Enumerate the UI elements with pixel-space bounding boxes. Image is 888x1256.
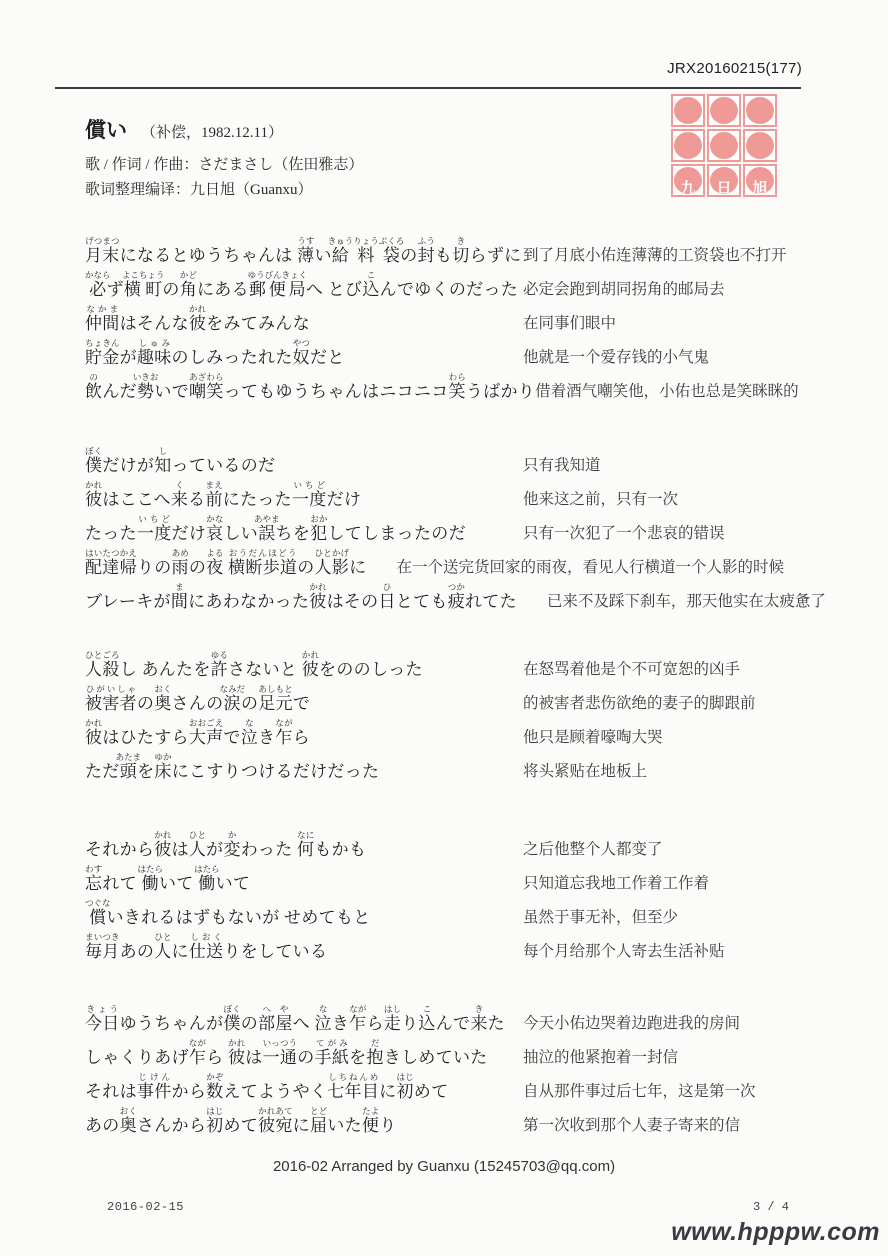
stanza-3 xyxy=(85,646,855,782)
lyric-chinese-translation: 到了月底小佑连薄薄的工资袋也不打开 xyxy=(523,247,787,264)
lyric-line xyxy=(85,1102,855,1136)
lyric-chinese-translation: 将头紧贴在地板上 xyxy=(523,763,648,780)
lyric-japanese: 配達帰はいたつかえりの雨あめの夜よる 横断歩道おうだんほどうの人影ひとかげに xyxy=(85,548,367,577)
lyric-japanese: 忘わすれて 働はたらいて 働はたらいて xyxy=(85,864,251,893)
logo-cell xyxy=(707,129,741,162)
logo-character: 日 xyxy=(716,180,732,197)
lyric-japanese: 飲のんだ勢いきおいで嘲笑あざわらってもゆうちゃんはニコニコ笑わらうばかり xyxy=(85,372,536,401)
logo-circle-icon xyxy=(674,132,702,159)
lyric-line xyxy=(85,748,855,782)
lyric-line xyxy=(85,1068,855,1102)
document-code: JRX20160215(177) xyxy=(667,60,802,77)
logo-circle-icon xyxy=(746,97,774,124)
logo-character: 旭 xyxy=(752,180,768,197)
song-title: 償い xyxy=(85,118,127,142)
lyric-japanese: しゃくりあげ乍ながら 彼かれは一通いっつうの手紙てがみを抱だきしめていた xyxy=(85,1038,488,1067)
lyric-japanese: 仲間なかまはそんな彼かれをみてみんな xyxy=(85,304,310,333)
title-block xyxy=(85,114,363,203)
logo-cell xyxy=(671,164,705,197)
title-row xyxy=(85,114,363,144)
lyric-line xyxy=(85,860,855,894)
lyric-chinese-translation: 他来这之前，只有一次 xyxy=(523,491,679,508)
stanza-4 xyxy=(85,826,855,962)
lyric-line xyxy=(85,646,855,680)
logo-cell xyxy=(707,94,741,127)
lyric-line xyxy=(85,544,855,578)
lyric-chinese-translation: 他就是一个爱存钱的小气鬼 xyxy=(523,349,710,366)
lyric-line xyxy=(85,680,855,714)
logo-circle-icon xyxy=(710,132,738,159)
logo-cell xyxy=(671,129,705,162)
song-subtitle: （补偿，1982.12.11） xyxy=(141,125,283,141)
logo-cell xyxy=(671,94,705,127)
lyric-line xyxy=(85,928,855,962)
lyric-chinese-translation: 自从那件事过后七年，这是第一次 xyxy=(523,1083,756,1100)
lyric-chinese-translation: 今天小佑边哭着边跑进我的房间 xyxy=(523,1015,741,1032)
lyrics xyxy=(85,232,855,1136)
lyric-line xyxy=(85,1000,855,1034)
lyric-chinese-translation: 在一个送完货回家的雨夜，看见人行横道一个人影的时候 xyxy=(396,559,784,576)
lyric-line xyxy=(85,232,855,266)
lyric-japanese: それから彼かれは人ひとが変かわった 何なにもかも xyxy=(85,830,367,859)
logo-circle-icon xyxy=(746,132,774,159)
logo-cell xyxy=(707,164,741,197)
stanza-2 xyxy=(85,442,855,612)
lyric-chinese-translation: 只有一次犯了一个悲哀的错误 xyxy=(523,525,725,542)
lyric-japanese: 貯金ちょきんが趣味しゅみのしみったれた奴やつだと xyxy=(85,338,345,367)
lyric-line xyxy=(85,476,855,510)
lyric-chinese-translation: 借着酒气嘲笑他，小佑也总是笑眯眯的 xyxy=(535,383,799,400)
lyric-japanese: あの奥おくさんから初はじめて彼宛かれあてに届とどいた便たより xyxy=(85,1106,397,1135)
lyric-japanese: 毎月まいつきあの人ひとに仕送しおくりをしている xyxy=(85,932,328,961)
lyric-chinese-translation: 只知道忘我地工作着工作着 xyxy=(523,875,710,892)
footer-date: 2016-02-15 xyxy=(107,1200,185,1214)
lyric-japanese: たった一度いちどだけ哀かなしい誤あやまちを犯おかしてしまったのだ xyxy=(85,514,466,543)
lyric-japanese: 人殺ひとごろし あんたを許ゆるさないと 彼かれをののしった xyxy=(85,650,423,679)
lyric-chinese-translation: 抽泣的他紧抱着一封信 xyxy=(523,1049,679,1066)
lyric-line xyxy=(85,894,855,928)
logo-character: 九 xyxy=(680,180,696,197)
lyric-chinese-translation: 在同事们眼中 xyxy=(523,315,617,332)
logo-circle-icon xyxy=(674,97,702,124)
lyric-japanese: 必かならず横町よこちょうの角かどにある郵便局ゆうびんきょくへ とび込こんでゆくのだった xyxy=(85,270,519,299)
lyric-chinese-translation: 每个月给那个人寄去生活补贴 xyxy=(523,943,725,960)
publisher-logo xyxy=(671,94,777,197)
lyric-chinese-translation: 他只是顾着嚎啕大哭 xyxy=(523,729,663,746)
page-number: 3 / 4 xyxy=(753,1200,790,1214)
lyric-line xyxy=(85,826,855,860)
lyric-chinese-translation: 虽然于事无补，但至少 xyxy=(523,909,679,926)
credit-composer: 歌 / 作词 / 作曲：さだまさし（佐田雅志） xyxy=(85,157,364,173)
lyric-line xyxy=(85,442,855,476)
lyric-line xyxy=(85,1034,855,1068)
lyric-chinese-translation: 已来不及踩下刹车，那天他实在太疲惫了 xyxy=(546,593,826,610)
lyric-japanese: それは事件じけんから数かぞえてようやく七年目しちねんめに初はじめて xyxy=(85,1072,449,1101)
lyric-japanese: 月末げつまつになるとゆうちゃんは 薄うすい給料袋きゅうりょうぶくろの封ふうも切きらずに xyxy=(85,236,522,265)
lyric-chinese-translation: 在怒骂着他是个不可宽恕的凶手 xyxy=(523,661,741,678)
lyric-line xyxy=(85,368,855,402)
lyric-line xyxy=(85,714,855,748)
stanza-5 xyxy=(85,1000,855,1136)
logo-cell xyxy=(743,129,777,162)
header-divider xyxy=(55,87,801,89)
credits xyxy=(85,153,363,203)
lyric-chinese-translation: 第一次收到那个人妻子寄来的信 xyxy=(523,1117,741,1134)
lyric-japanese: 彼かれはここへ来くる前まえにたった一度いちどだけ xyxy=(85,480,362,509)
site-watermark: www.hpppw.com xyxy=(671,1218,880,1246)
lyric-chinese-translation: 之后他整个人都变了 xyxy=(523,841,663,858)
lyric-line xyxy=(85,266,855,300)
lyric-japanese: 彼かれはひたすら大声おおごえで泣なき乍ながら xyxy=(85,718,310,747)
lyric-chinese-translation: 只有我知道 xyxy=(523,457,601,474)
lyric-japanese: 被害者ひがいしゃの奥おくさんの涙なみだの足元あしもとで xyxy=(85,684,311,713)
stanza-1 xyxy=(85,232,855,402)
lyric-line xyxy=(85,300,855,334)
lyric-japanese: 償つぐないきれるはずもないが せめてもと xyxy=(85,898,371,927)
lyric-line xyxy=(85,578,855,612)
lyric-japanese: ブレーキが間まにあわなかった彼かれはその日ひとても疲つかれてた xyxy=(85,582,517,611)
logo-cell xyxy=(743,94,777,127)
lyric-japanese: 今日きょうゆうちゃんが僕ぼくの部屋へやへ 泣なき乍ながら走はしり込こんで来きた xyxy=(85,1004,505,1033)
lyric-chinese-translation: 必定会跑到胡同拐角的邮局去 xyxy=(523,281,725,298)
footer-arranger: 2016-02 Arranged by Guanxu (15245703@qq.com) xyxy=(272,1158,616,1175)
lyric-japanese: 僕ぼくだけが知しっているのだ xyxy=(85,446,276,475)
lyric-japanese: ただ頭あたまを床ゆかにこすりつけるだけだった xyxy=(85,752,380,781)
logo-cell xyxy=(743,164,777,197)
lyric-chinese-translation: 的被害者悲伤欲绝的妻子的脚跟前 xyxy=(523,695,756,712)
lyric-line xyxy=(85,334,855,368)
logo-circle-icon xyxy=(710,97,738,124)
credit-translator: 歌词整理编译：九日旭（Guanxu） xyxy=(85,182,313,198)
lyric-line xyxy=(85,510,855,544)
